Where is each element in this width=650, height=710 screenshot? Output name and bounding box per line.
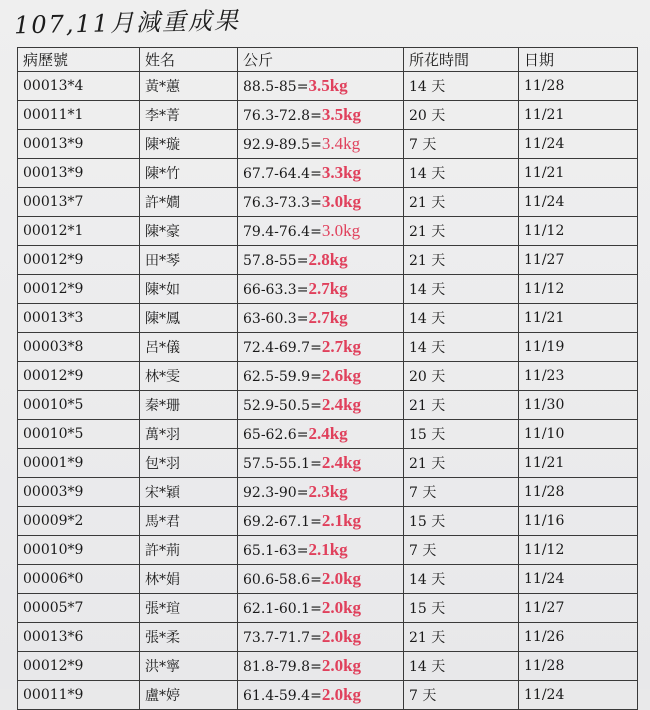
cell-time-spent: 14 天 [404, 333, 519, 362]
cell-date: 11/24 [519, 188, 638, 217]
cell-record-number: 00011*1 [18, 101, 140, 130]
cell-time-spent: 7 天 [404, 681, 519, 710]
weight-loss-value: 2.4kg [321, 453, 362, 472]
cell-kilograms [238, 623, 404, 652]
cell-kilograms [238, 159, 404, 188]
cell-record-number: 00005*7 [18, 594, 140, 623]
cell-record-number: 00013*3 [18, 304, 140, 333]
cell-time-spent: 21 天 [404, 188, 519, 217]
cell-record-number: 00001*9 [18, 449, 140, 478]
table-row [18, 333, 638, 362]
weight-loss-table [17, 47, 638, 710]
weight-range: 65.1-63= [243, 543, 309, 559]
cell-date: 11/24 [519, 565, 638, 594]
cell-time-spent: 21 天 [404, 623, 519, 652]
weight-range: 67.7-64.4= [243, 166, 322, 182]
cell-time-spent: 15 天 [404, 507, 519, 536]
table-row [18, 681, 638, 710]
cell-record-number: 00013*9 [18, 159, 140, 188]
cell-date: 11/21 [519, 304, 638, 333]
cell-time-spent: 7 天 [404, 130, 519, 159]
weight-range: 52.9-50.5= [243, 398, 322, 414]
weight-range: 88.5-85= [243, 79, 309, 95]
cell-record-number: 00012*9 [18, 246, 140, 275]
cell-name: 許*荊 [140, 536, 238, 565]
weight-range: 79.4-76.4= [243, 224, 322, 240]
cell-name: 萬*羽 [140, 420, 238, 449]
weight-range: 81.8-79.8= [243, 659, 322, 675]
cell-time-spent: 21 天 [404, 449, 519, 478]
cell-date: 11/27 [519, 246, 638, 275]
cell-kilograms [238, 420, 404, 449]
cell-record-number: 00012*1 [18, 217, 140, 246]
table-row [18, 217, 638, 246]
weight-range: 57.8-55= [243, 253, 309, 269]
table-row [18, 304, 638, 333]
cell-record-number: 00006*0 [18, 565, 140, 594]
cell-date: 11/28 [519, 478, 638, 507]
weight-range: 61.4-59.4= [243, 688, 322, 704]
weight-loss-value: 3.0kg [321, 221, 361, 240]
weight-range: 69.2-67.1= [243, 514, 322, 530]
weight-range: 76.3-73.3= [243, 195, 322, 211]
cell-date: 11/12 [519, 536, 638, 565]
cell-name: 秦*珊 [140, 391, 238, 420]
cell-record-number: 00010*9 [18, 536, 140, 565]
cell-record-number: 00010*5 [18, 391, 140, 420]
cell-record-number: 00003*9 [18, 478, 140, 507]
cell-record-number: 00012*9 [18, 362, 140, 391]
weight-loss-value: 2.7kg [321, 337, 362, 356]
cell-date: 11/26 [519, 623, 638, 652]
header-record-number: 病歷號 [18, 48, 140, 72]
header-name: 姓名 [140, 48, 238, 72]
weight-range: 66-63.3= [243, 282, 309, 298]
weight-loss-value: 2.4kg [321, 395, 362, 414]
weight-loss-value: 2.7kg [308, 279, 348, 298]
weight-range: 63-60.3= [243, 311, 309, 327]
cell-record-number: 00011*9 [18, 681, 140, 710]
weight-loss-value: 2.0kg [321, 656, 362, 675]
cell-date: 11/21 [519, 101, 638, 130]
cell-time-spent: 14 天 [404, 275, 519, 304]
table-row [18, 246, 638, 275]
cell-time-spent: 14 天 [404, 72, 519, 101]
cell-kilograms [238, 565, 404, 594]
cell-name: 林*娟 [140, 565, 238, 594]
weight-loss-value: 3.3kg [321, 163, 362, 182]
cell-name: 陳*如 [140, 275, 238, 304]
cell-record-number: 00013*4 [18, 72, 140, 101]
cell-time-spent: 14 天 [404, 652, 519, 681]
cell-name: 宋*穎 [140, 478, 238, 507]
weight-loss-value: 2.6kg [321, 366, 362, 385]
table-row [18, 275, 638, 304]
cell-name: 張*瑄 [140, 594, 238, 623]
header-time-spent: 所花時間 [404, 48, 519, 72]
cell-date: 11/21 [519, 159, 638, 188]
weight-range: 60.6-58.6= [243, 572, 322, 588]
cell-kilograms [238, 101, 404, 130]
table-body [18, 72, 638, 710]
cell-date: 11/28 [519, 72, 638, 101]
weight-loss-value: 3.5kg [308, 76, 348, 95]
cell-time-spent: 21 天 [404, 391, 519, 420]
cell-date: 11/28 [519, 652, 638, 681]
cell-record-number: 00013*9 [18, 130, 140, 159]
cell-kilograms [238, 130, 404, 159]
cell-date: 11/21 [519, 449, 638, 478]
weight-loss-value: 3.0kg [321, 192, 362, 211]
cell-kilograms [238, 217, 404, 246]
cell-name: 陳*竹 [140, 159, 238, 188]
cell-time-spent: 20 天 [404, 362, 519, 391]
table-row [18, 159, 638, 188]
cell-kilograms [238, 449, 404, 478]
cell-date: 11/30 [519, 391, 638, 420]
cell-name: 呂*儀 [140, 333, 238, 362]
table-row [18, 130, 638, 159]
cell-time-spent: 15 天 [404, 594, 519, 623]
cell-kilograms [238, 652, 404, 681]
cell-name: 田*琴 [140, 246, 238, 275]
weight-loss-value: 2.0kg [321, 685, 362, 704]
cell-record-number: 00012*9 [18, 652, 140, 681]
cell-time-spent: 15 天 [404, 420, 519, 449]
weight-range: 76.3-72.8= [243, 108, 322, 124]
table-row [18, 623, 638, 652]
table-row [18, 565, 638, 594]
cell-time-spent: 7 天 [404, 536, 519, 565]
cell-date: 11/24 [519, 681, 638, 710]
cell-time-spent: 14 天 [404, 304, 519, 333]
weight-range: 92.3-90= [243, 485, 309, 501]
cell-date: 11/16 [519, 507, 638, 536]
weight-loss-value: 3.5kg [321, 105, 362, 124]
table-row [18, 72, 638, 101]
table-row [18, 188, 638, 217]
table-row [18, 391, 638, 420]
weight-loss-value: 2.0kg [321, 598, 362, 617]
cell-date: 11/12 [519, 275, 638, 304]
cell-name: 包*羽 [140, 449, 238, 478]
cell-name: 黃*蕙 [140, 72, 238, 101]
cell-record-number: 00010*5 [18, 420, 140, 449]
cell-record-number: 00009*2 [18, 507, 140, 536]
table-row [18, 478, 638, 507]
cell-kilograms [238, 275, 404, 304]
cell-kilograms [238, 536, 404, 565]
cell-time-spent: 7 天 [404, 478, 519, 507]
cell-time-spent: 21 天 [404, 246, 519, 275]
table-row [18, 449, 638, 478]
cell-record-number: 00013*7 [18, 188, 140, 217]
weight-range: 73.7-71.7= [243, 630, 322, 646]
cell-record-number: 00013*6 [18, 623, 140, 652]
cell-name: 李*菁 [140, 101, 238, 130]
cell-kilograms [238, 304, 404, 333]
table-row [18, 507, 638, 536]
cell-kilograms [238, 246, 404, 275]
cell-date: 11/12 [519, 217, 638, 246]
weight-range: 65-62.6= [243, 427, 309, 443]
handwritten-title: 107,11月減重成果 [13, 6, 241, 40]
table-row [18, 536, 638, 565]
cell-kilograms [238, 478, 404, 507]
cell-name: 馬*君 [140, 507, 238, 536]
cell-record-number: 00003*8 [18, 333, 140, 362]
weight-loss-value: 2.8kg [308, 250, 348, 269]
cell-date: 11/27 [519, 594, 638, 623]
header-date: 日期 [519, 48, 638, 72]
weight-loss-value: 2.1kg [308, 540, 348, 559]
cell-name: 張*柔 [140, 623, 238, 652]
cell-name: 陳*豪 [140, 217, 238, 246]
cell-date: 11/19 [519, 333, 638, 362]
cell-kilograms [238, 362, 404, 391]
weight-range: 62.1-60.1= [243, 601, 322, 617]
weight-range: 57.5-55.1= [243, 456, 322, 472]
table-row [18, 652, 638, 681]
cell-kilograms [238, 681, 404, 710]
cell-kilograms [238, 594, 404, 623]
cell-name: 洪*寧 [140, 652, 238, 681]
cell-date: 11/10 [519, 420, 638, 449]
cell-time-spent: 20 天 [404, 101, 519, 130]
table-row [18, 420, 638, 449]
cell-time-spent: 21 天 [404, 217, 519, 246]
cell-name: 陳*璇 [140, 130, 238, 159]
cell-kilograms [238, 391, 404, 420]
table-row [18, 362, 638, 391]
weight-range: 72.4-69.7= [243, 340, 322, 356]
cell-name: 許*嫺 [140, 188, 238, 217]
weight-range: 62.5-59.9= [243, 369, 322, 385]
cell-name: 陳*鳳 [140, 304, 238, 333]
cell-time-spent: 14 天 [404, 565, 519, 594]
cell-name: 林*雯 [140, 362, 238, 391]
weight-range: 92.9-89.5= [243, 137, 322, 153]
header-kilograms: 公斤 [238, 48, 404, 72]
cell-kilograms [238, 72, 404, 101]
cell-record-number: 00012*9 [18, 275, 140, 304]
table-row [18, 101, 638, 130]
cell-kilograms [238, 507, 404, 536]
cell-time-spent: 14 天 [404, 159, 519, 188]
weight-loss-value: 2.0kg [321, 569, 362, 588]
weight-loss-value: 2.3kg [308, 482, 348, 501]
cell-name: 盧*婷 [140, 681, 238, 710]
weight-loss-value: 2.7kg [308, 308, 348, 327]
cell-kilograms [238, 188, 404, 217]
cell-date: 11/23 [519, 362, 638, 391]
weight-loss-value: 2.1kg [321, 511, 362, 530]
table-header-row [18, 48, 638, 72]
cell-date: 11/24 [519, 130, 638, 159]
weight-loss-value: 3.4kg [321, 134, 361, 153]
weight-loss-value: 2.4kg [308, 424, 348, 443]
table-row [18, 594, 638, 623]
cell-kilograms [238, 333, 404, 362]
weight-loss-value: 2.0kg [321, 627, 362, 646]
